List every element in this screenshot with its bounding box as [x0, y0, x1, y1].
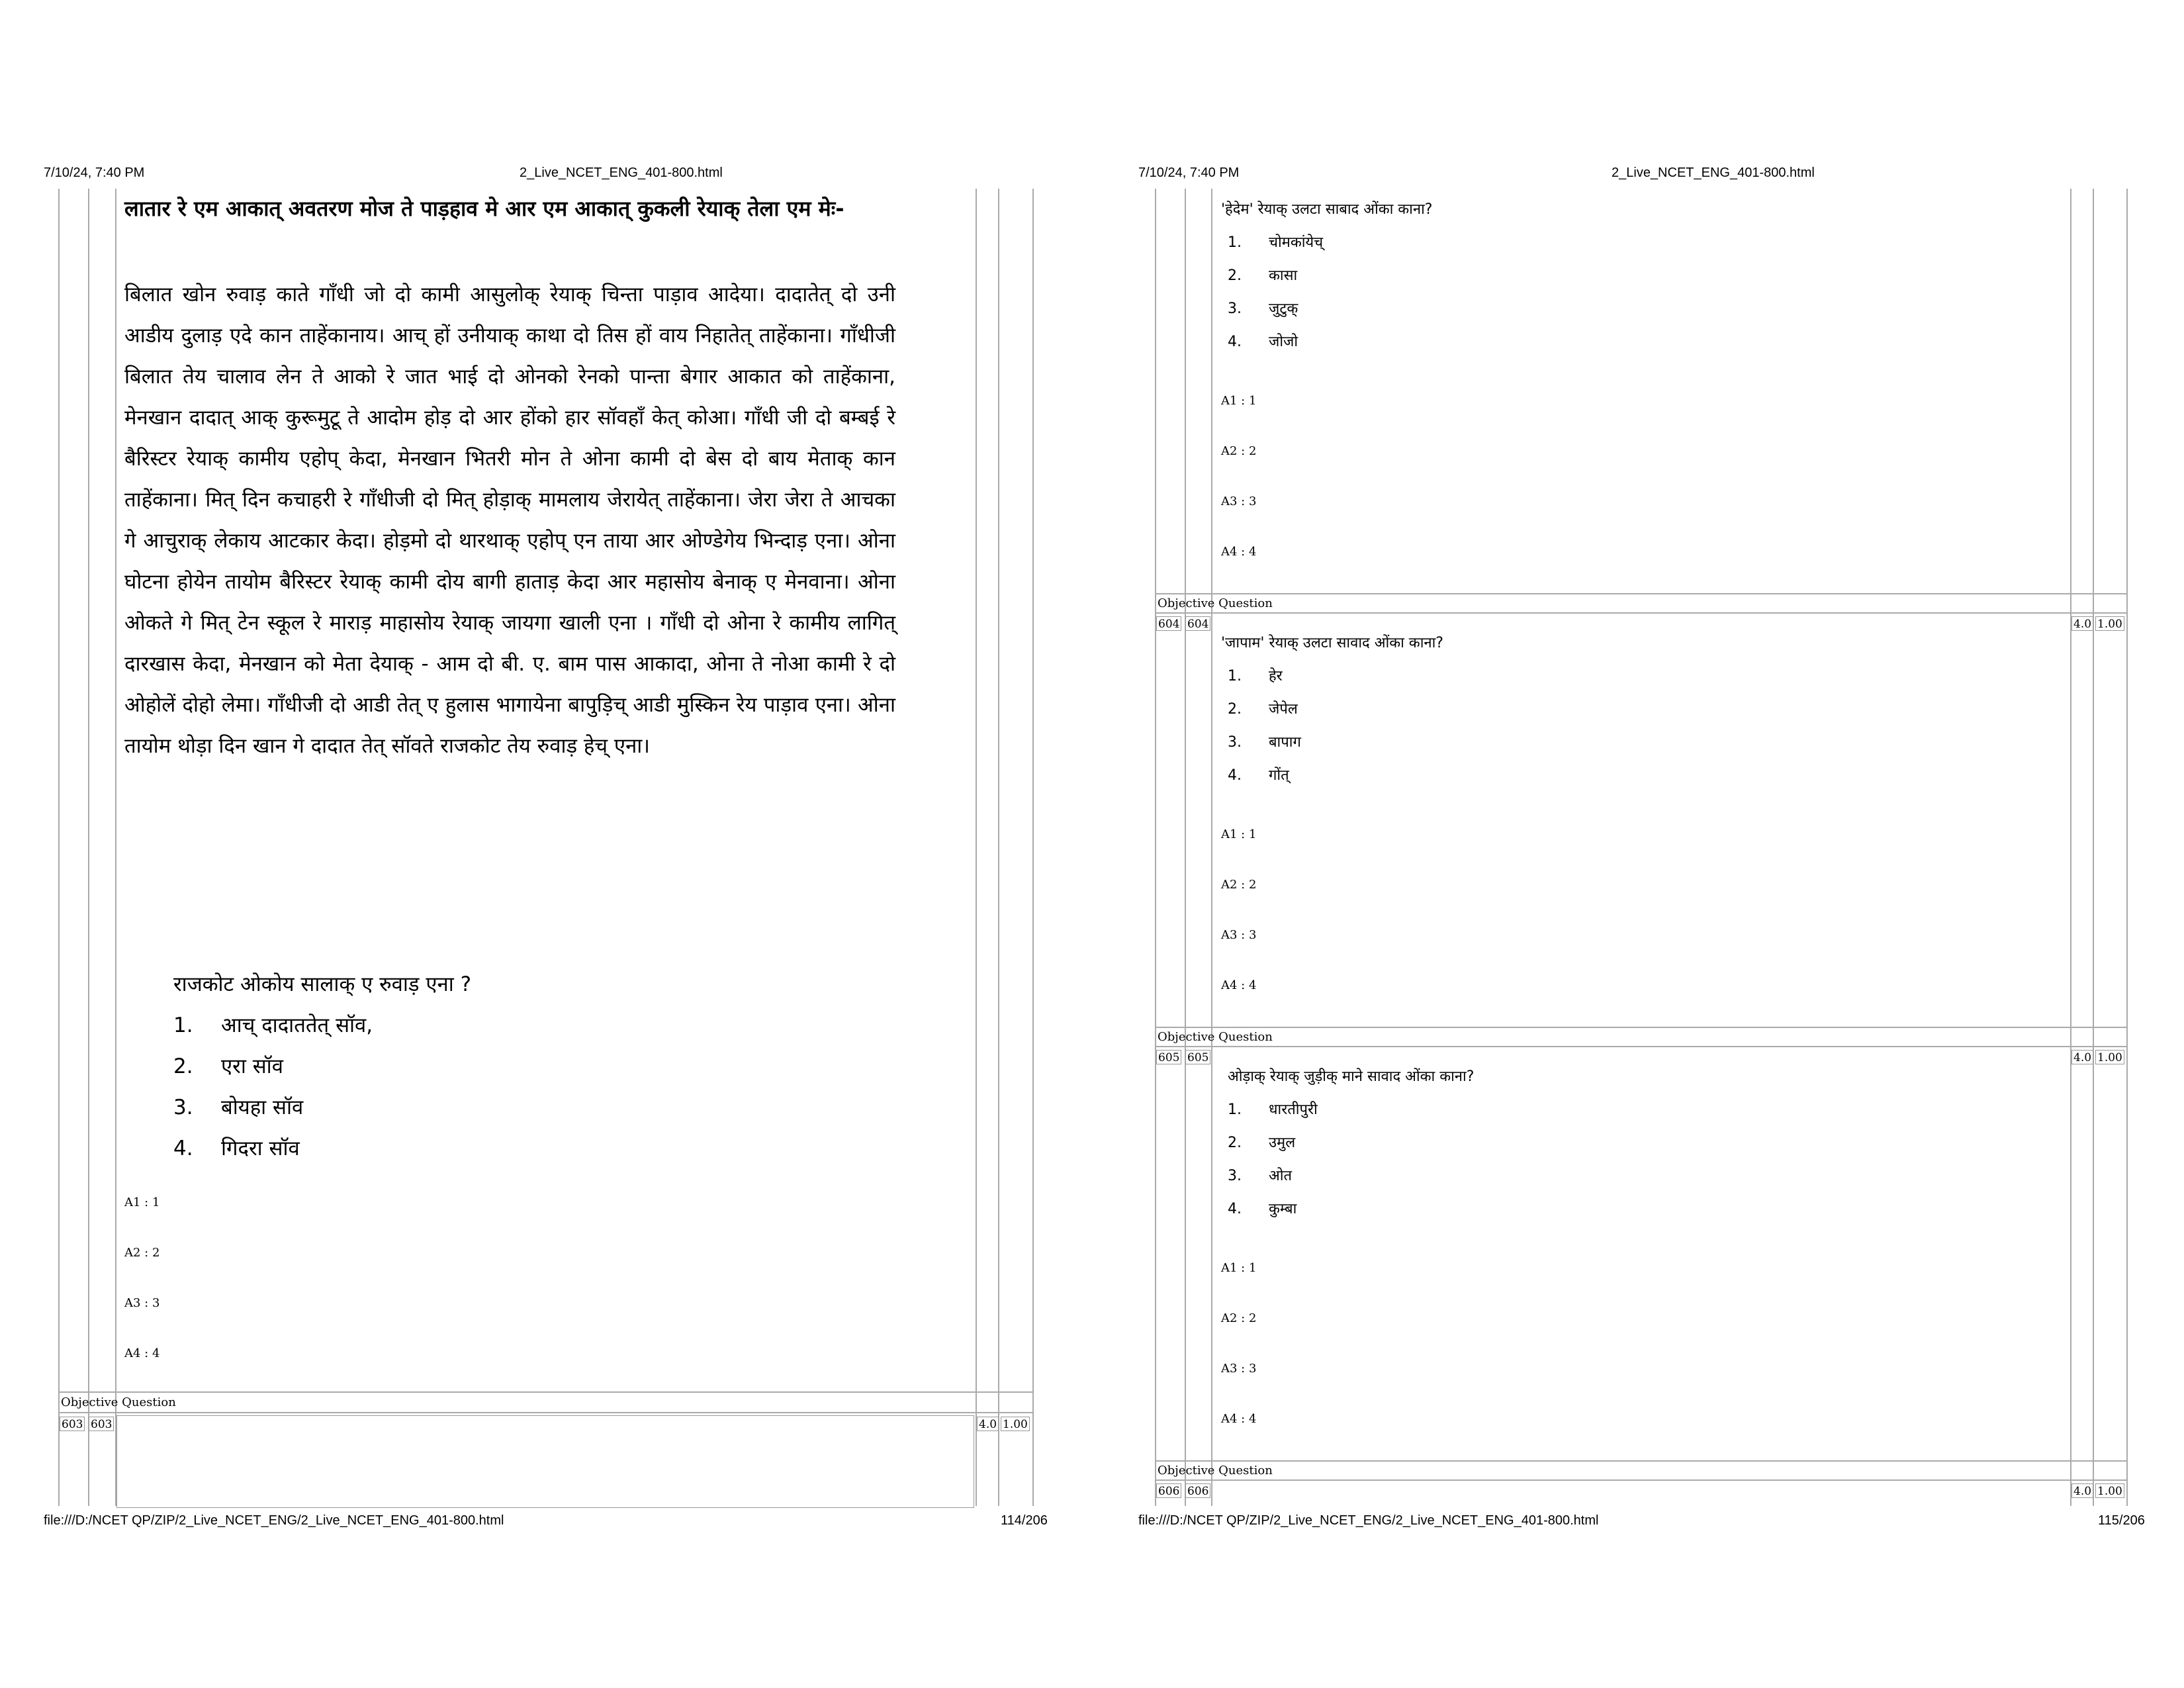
answer-2: A2 : 2: [1221, 444, 1257, 458]
option-text: धारतीपुरी: [1269, 1102, 1318, 1118]
option-number: 1.: [173, 1013, 193, 1037]
question-negative: 1.00: [2095, 1050, 2124, 1064]
answer-3: A3 : 3: [1221, 928, 1257, 942]
row-divider: [58, 1412, 1032, 1413]
question-id: 603: [89, 1417, 114, 1431]
option-2: [1228, 698, 1298, 718]
answer-4: A4 : 4: [1221, 978, 1257, 992]
question-marks: 4.0: [2071, 1050, 2093, 1064]
option-number: 4.: [1228, 767, 1242, 784]
question-marks: 4.0: [2071, 616, 2093, 631]
option-text: गिदरा सॉव: [221, 1137, 300, 1160]
option-text: उमुल: [1269, 1135, 1296, 1151]
option-2: [1228, 265, 1297, 285]
section-label: Objective Question: [1158, 1030, 1273, 1044]
option-number: 1.: [1228, 1102, 1242, 1118]
question-text: ओड़ाक् रेयाक् जुड़ीक् माने सावाद ओंका काना?: [1228, 1068, 1475, 1085]
option-number: 2.: [173, 1055, 193, 1078]
section-label: Objective Question: [1158, 596, 1273, 610]
option-4: [1228, 1198, 1297, 1218]
section-label: Objective Question: [1158, 1464, 1273, 1477]
footer-path: file:///D:/NCET QP/ZIP/2_Live_NCET_ENG/2_Live_NCET_ENG_401-800.html: [44, 1513, 504, 1528]
option-text: जेपेल: [1269, 701, 1298, 718]
header-title: 2_Live_NCET_ENG_401-800.html: [520, 165, 723, 180]
table-border: [115, 189, 116, 1506]
option-number: 1.: [1228, 668, 1242, 684]
header-title: 2_Live_NCET_ENG_401-800.html: [1612, 165, 1815, 180]
row-divider: [1155, 1027, 2126, 1028]
option-1: [1228, 1099, 1318, 1119]
question-negative: 1.00: [2095, 1483, 2124, 1498]
right-page: [1092, 0, 2184, 1688]
table-border: [2126, 189, 2128, 1506]
question-id: 605: [1185, 1050, 1210, 1064]
answer-4: A4 : 4: [1221, 1412, 1257, 1426]
passage-text: बिलात खोन रुवाड़ काते गाँधी जो दो कामी आसुलोक् रेयाक् चिन्ता पाड़ाव आदेया। दादातेत् दो उनी आडीय दुलाड़ एदे कान ताहेंकानाय। आच् हों उनीयाक् काथा दो तिस हों वाय निहातेत् ताहेंकाना। गाँधीजी बिलात तेय चालाव लेन ते आको रे जात भाई दो ओनको रेनको पान्ता बेगार आकात को ताहेंकाना, मेनखान दादात् आक् कुरूमुटू ते आदोम होड़ दो आर होंको हार सॉवहाँ केत् कोआ। गाँधी जी दो बम्बई रे बैरिस्टर रेयाक् कामीय एहोप् केदा, मेनखान भितरी मोन ते ओना कामी दो बेस दो बाय मेताक् कान ताहेंकाना। मित् दिन कचाहरी रे गाँधीजी दो मित् होड़ाक् मामलाय जेरायेत् ताहेंकाना। जेरा जेरा ते आचका गे आचुराक् लेकाय आटकार केदा। होड़मो दो थारथाक् एहोप् एन ताया आर ओण्डेगेय भिन्दाड़ एना। ओना घोटना होयेन तायोम बैरिस्टर रेयाक् कामी दोय बागी हाताड़ केदा आर महासोय बेनाक् ए मेनवाना। ओना ओकते गे मित् टेन स्कूल रे माराड़ माहासोय रेयाक् जायगा खाली एना । गाँधी दो ओना रे कामीय लागित् दारखास केदा, मेनखान को मेता देयाक् - आम दो बी. ए. बाम पास आकादा, ओना ते नोआ कामी रे दो ओहोलें दोहो लेमा। गाँधीजी दो आडी तेत् ए हुलास भागायेना बापुड़िच् आडी मुस्किन रेय पाड़ाव एना। ओना तायोम थोड़ा दिन खान गे दादात तेत् सॉवते राजकोट तेय रुवाड़ हेच् एना।: [124, 283, 895, 758]
option-number: 1.: [1228, 234, 1242, 251]
passage-heading: लातार रे एम आकात् अवतरण मोज ते पाड़हाव मे आर एम आकात् कुकली रेयाक् तेला एम मेः-: [124, 196, 844, 221]
answer-4: A4 : 4: [124, 1346, 160, 1360]
question-sno: 605: [1156, 1050, 1181, 1064]
question-sno: 604: [1156, 616, 1181, 631]
section-label: Objective Question: [61, 1395, 176, 1409]
table-border: [2070, 189, 2071, 1506]
row-divider: [58, 1391, 1032, 1393]
option-1: [1228, 232, 1323, 252]
table-border: [1032, 189, 1034, 1506]
question-text: 'हेदेम' रेयाक् उलटा साबाद ओंका काना?: [1221, 201, 1433, 218]
footer-page: 115/206: [2098, 1513, 2145, 1528]
option-text: आच् दादाततेत् सॉव,: [221, 1013, 373, 1037]
question-id: 604: [1185, 616, 1210, 631]
option-2: [1228, 1132, 1295, 1152]
option-text: ओत: [1269, 1168, 1293, 1184]
table-border: [2093, 189, 2094, 1506]
option-text: जोजो: [1269, 334, 1298, 350]
question-text: राजकोट ओकोय सालाक् ए रुवाड़ एना ?: [173, 972, 472, 996]
option-4: [173, 1134, 300, 1162]
answer-3: A3 : 3: [1221, 1362, 1257, 1376]
row-divider: [1155, 1479, 2126, 1481]
option-1: [173, 1011, 373, 1039]
header-datetime: 7/10/24, 7:40 PM: [44, 165, 145, 180]
answer-1: A1 : 1: [1221, 827, 1257, 841]
footer-path: file:///D:/NCET QP/ZIP/2_Live_NCET_ENG/2_Live_NCET_ENG_401-800.html: [1138, 1513, 1599, 1528]
question-marks: 4.0: [977, 1417, 999, 1431]
row-divider: [1155, 1046, 2126, 1047]
question-sno: 606: [1156, 1483, 1181, 1498]
answer-2: A2 : 2: [124, 1246, 160, 1260]
option-4: [1228, 331, 1298, 351]
option-3: [1228, 731, 1301, 751]
answer-1: A1 : 1: [1221, 1261, 1257, 1275]
answer-1: A1 : 1: [124, 1196, 160, 1209]
answer-3: A3 : 3: [1221, 494, 1257, 508]
option-text: एरा सॉव: [221, 1055, 283, 1078]
footer-page: 114/206: [1001, 1513, 1048, 1528]
option-number: 4.: [1228, 334, 1242, 350]
option-text: हेर: [1269, 668, 1283, 684]
option-text: बापाग: [1269, 734, 1301, 751]
option-text: कासा: [1269, 267, 1298, 284]
option-text: गोंत्: [1269, 767, 1289, 784]
question-marks: 4.0: [2071, 1483, 2093, 1498]
option-4: [1228, 765, 1289, 784]
question-negative: 1.00: [2095, 616, 2124, 631]
option-number: 3.: [1228, 734, 1242, 751]
row-divider: [1155, 593, 2126, 594]
table-border: [976, 189, 977, 1506]
option-3: [173, 1093, 303, 1121]
answer-2: A2 : 2: [1221, 878, 1257, 892]
question-body: [116, 1415, 974, 1508]
table-border: [1155, 189, 1156, 1506]
answer-2: A2 : 2: [1221, 1311, 1257, 1325]
option-number: 2.: [1228, 267, 1242, 284]
option-number: 2.: [1228, 701, 1242, 718]
option-number: 4.: [1228, 1201, 1242, 1217]
option-3: [1228, 1165, 1292, 1185]
row-divider: [1155, 612, 2126, 614]
option-2: [173, 1052, 283, 1080]
row-divider: [1155, 1460, 2126, 1462]
option-number: 3.: [173, 1096, 193, 1119]
option-3: [1228, 298, 1298, 318]
option-text: चोमकांयेच्: [1269, 234, 1324, 251]
option-1: [1228, 665, 1283, 685]
table-border: [998, 189, 999, 1506]
option-text: जुटुक्: [1269, 301, 1298, 317]
question-negative: 1.00: [1001, 1417, 1030, 1431]
table-border: [1185, 189, 1186, 1506]
table-border: [1211, 189, 1212, 1506]
question-id: 606: [1185, 1483, 1210, 1498]
table-border: [58, 189, 60, 1506]
answer-1: A1 : 1: [1221, 394, 1257, 408]
option-number: 3.: [1228, 301, 1242, 317]
header-datetime: 7/10/24, 7:40 PM: [1138, 165, 1240, 180]
option-number: 3.: [1228, 1168, 1242, 1184]
table-border: [88, 189, 89, 1506]
option-number: 4.: [173, 1137, 193, 1160]
answer-4: A4 : 4: [1221, 545, 1257, 559]
option-number: 2.: [1228, 1135, 1242, 1151]
option-text: बोयहा सॉव: [221, 1096, 304, 1119]
question-sno: 603: [60, 1417, 85, 1431]
answer-3: A3 : 3: [124, 1296, 160, 1310]
question-text: 'जापाम' रेयाक् उलटा सावाद ओंका काना?: [1221, 635, 1443, 651]
option-text: कुम्बा: [1269, 1201, 1297, 1217]
